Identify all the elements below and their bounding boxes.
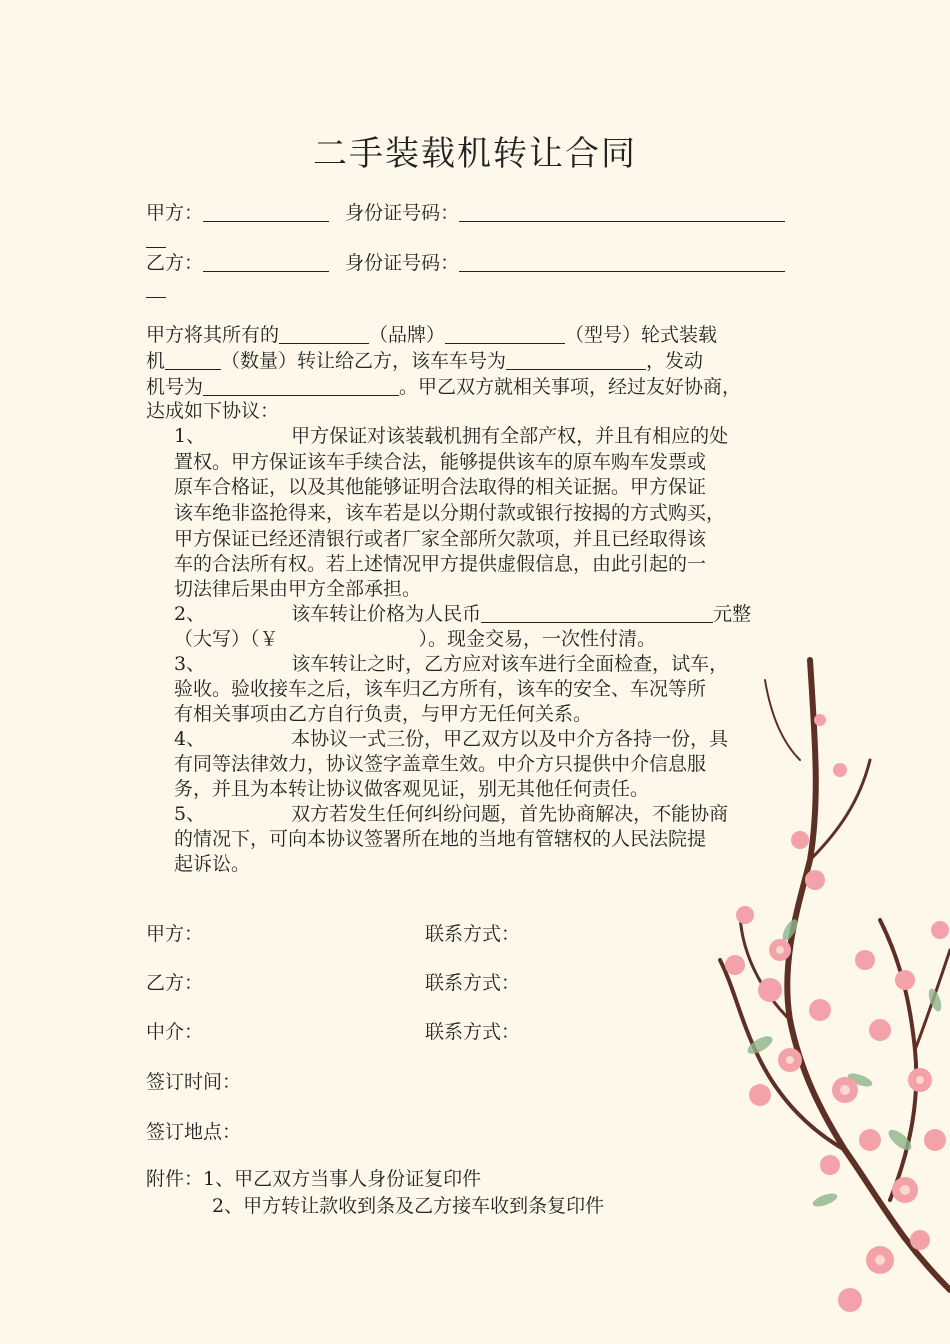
party-a-label: 甲方： bbox=[146, 202, 204, 224]
attachment-1: 附件：1、甲乙双方当事人身份证复印件 bbox=[146, 1168, 482, 1190]
clause-1-line-2: 置权。甲方保证该车手续合法，能够提供该车的原车购车发票或 bbox=[174, 451, 707, 473]
intro-text: 甲方将其所有的 bbox=[146, 324, 280, 346]
party-b-line bbox=[146, 253, 785, 273]
party-a-blank bbox=[203, 203, 329, 222]
clause-5-num: 5、 bbox=[174, 803, 206, 825]
party-a-id-label: 身份证号码： bbox=[345, 202, 460, 224]
contract-title: 二手装载机转让合同 bbox=[313, 134, 637, 174]
clause-1-line-5: 甲方保证已经还清银行或者厂家全部所欠款项，并且已经取得该 bbox=[174, 528, 707, 550]
attachment-2: 2、甲方转让款收到条及乙方接车收到条复印件 bbox=[212, 1195, 605, 1217]
clause-4-line-1: 4、 本协议一式三份，甲乙双方以及中介方各持一份，具 bbox=[174, 728, 729, 750]
quantity-blank bbox=[165, 351, 221, 370]
plate-blank bbox=[506, 351, 646, 370]
quantity-label: （数量）转让给乙方，该车车号为 bbox=[221, 350, 507, 372]
clause-2-line-2: （大写）（￥ ）。现金交易，一次性付清。 bbox=[174, 628, 657, 650]
clause-2-line-1: 2、 该车转让价格为人民币 元整 bbox=[174, 603, 752, 625]
sign-party-b-label: 乙方： bbox=[146, 972, 204, 994]
brand-blank bbox=[279, 325, 369, 344]
engine-blank bbox=[203, 377, 399, 396]
clause-5-line-2: 的情况下，可向本协议签署所在地的当地有管辖权的人民法院提 bbox=[174, 828, 707, 850]
sign-party-a-label: 甲方： bbox=[146, 923, 204, 945]
sign-place-label: 签订地点： bbox=[146, 1121, 242, 1143]
clause-5-line-1: 5、 双方若发生任何纠纷问题，首先协商解决，不能协商 bbox=[174, 803, 729, 825]
party-b-id-blank bbox=[459, 253, 785, 272]
clause-4-line-3: 务，并且为本转让协议做客观见证，别无其他任何责任。 bbox=[174, 778, 650, 800]
model-label: （型号）轮式装载 bbox=[565, 324, 718, 346]
clause-1-line-1: 1、 甲方保证对该装载机拥有全部产权，并且有相应的处 bbox=[174, 425, 729, 447]
intro-line-2: 机 （数量）转让给乙方，该车车号为 ，发动 bbox=[146, 350, 704, 372]
model-blank bbox=[445, 325, 565, 344]
intro-line-3: 机号为 。甲乙双方就相关事项，经过友好协商， bbox=[146, 376, 742, 398]
intro-line-1 bbox=[146, 325, 717, 345]
clause-1-num: 1、 bbox=[174, 425, 206, 447]
brand-label: （品牌） bbox=[369, 324, 446, 346]
sign-agent-label: 中介： bbox=[146, 1021, 204, 1043]
clause-1-line-4: 该车绝非盗抢得来，该车若是以分期付款或银行按揭的方式购买， bbox=[174, 502, 726, 524]
party-a-id-blank-wrap bbox=[146, 229, 166, 249]
party-b-id-blank-wrap bbox=[146, 279, 166, 299]
clause-1-line-7: 切法律后果由甲方全部承担。 bbox=[174, 578, 422, 600]
sign-party-b-contact: 联系方式： bbox=[425, 972, 521, 994]
clause-3-num: 3、 bbox=[174, 653, 206, 675]
sign-date-label: 签订时间： bbox=[146, 1071, 242, 1093]
party-b-blank bbox=[203, 253, 329, 272]
party-a-line bbox=[146, 203, 785, 223]
clause-1-line-3: 原车合格证，以及其他能够证明合法取得的相关证据。甲方保证 bbox=[174, 476, 707, 498]
clause-3-line-1: 3、 该车转让之时，乙方应对该车进行全面检查，试车， bbox=[174, 653, 729, 675]
clause-4-num: 4、 bbox=[174, 728, 206, 750]
clause-5-line-3: 起诉讼。 bbox=[174, 853, 251, 875]
party-a-id-blank bbox=[459, 203, 785, 222]
sign-party-a-contact: 联系方式： bbox=[425, 923, 521, 945]
sign-agent-contact: 联系方式： bbox=[425, 1021, 521, 1043]
clause-2-num: 2、 bbox=[174, 603, 206, 625]
party-b-id-label: 身份证号码： bbox=[345, 252, 460, 274]
clause-4-line-2: 有同等法律效力，协议签字盖章生效。中介方只提供中介信息服 bbox=[174, 753, 707, 775]
intro-line-4: 达成如下协议： bbox=[146, 400, 280, 422]
price-blank bbox=[481, 604, 713, 623]
clause-3-line-2: 验收。验收接车之后，该车归乙方所有，该车的安全、车况等所 bbox=[174, 678, 707, 700]
clause-1-line-6: 车的合法所有权。若上述情况甲方提供虚假信息，由此引起的一 bbox=[174, 553, 707, 575]
clause-3-line-3: 有相关事项由乙方自行负责，与甲方无任何关系。 bbox=[174, 703, 593, 725]
party-b-label: 乙方： bbox=[146, 252, 204, 274]
